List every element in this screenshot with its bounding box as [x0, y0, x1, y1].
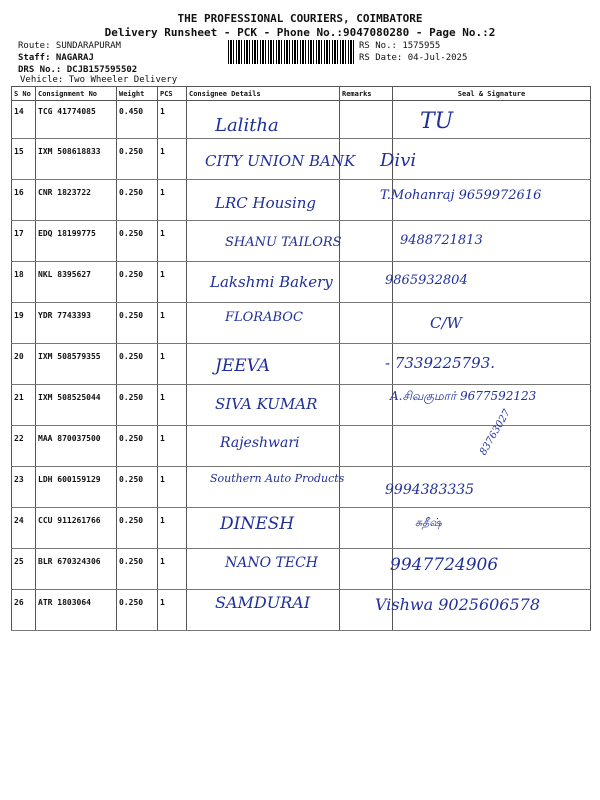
row-consignment-no: CNR 1823722	[36, 180, 117, 221]
signature-handwriting: A.சிவகுமார் 9677592123	[390, 388, 537, 403]
row-weight: 0.250	[117, 139, 158, 180]
row-sno: 21	[12, 385, 36, 426]
table-row	[12, 426, 591, 467]
staff-label: Staff: NAGARAJ	[18, 53, 94, 63]
consignee-handwriting: SHANU TAILORS	[225, 234, 342, 250]
row-sno: 15	[12, 139, 36, 180]
row-remarks-cell	[340, 303, 393, 344]
consignee-handwriting: Lalitha	[215, 115, 279, 136]
row-weight: 0.250	[117, 221, 158, 262]
rs-date: RS Date: 04-Jul-2025	[359, 53, 468, 63]
row-sno: 20	[12, 344, 36, 385]
consignee-handwriting: SIVA KUMAR	[215, 394, 318, 413]
signature-handwriting: - 7339225793.	[385, 354, 496, 372]
runsheet-subtitle: Delivery Runsheet - PCK - Phone No.:9047080280 - Page No.:2	[104, 26, 496, 39]
consignee-handwriting: NANO TECH	[225, 554, 319, 571]
row-weight: 0.250	[117, 344, 158, 385]
row-sno: 26	[12, 590, 36, 631]
row-pcs: 1	[158, 221, 187, 262]
row-pcs: 1	[158, 508, 187, 549]
row-weight: 0.250	[117, 590, 158, 631]
company-title: THE PROFESSIONAL COURIERS, COIMBATORE	[177, 12, 423, 25]
row-pcs: 1	[158, 549, 187, 590]
row-pcs: 1	[158, 590, 187, 631]
row-weight: 0.250	[117, 262, 158, 303]
row-pcs: 1	[158, 262, 187, 303]
row-weight: 0.450	[117, 101, 158, 139]
row-weight: 0.250	[117, 385, 158, 426]
row-sno: 17	[12, 221, 36, 262]
row-sno: 16	[12, 180, 36, 221]
row-consignment-no: MAA 870037500	[36, 426, 117, 467]
row-sno: 18	[12, 262, 36, 303]
row-pcs: 1	[158, 180, 187, 221]
row-weight: 0.250	[117, 303, 158, 344]
vehicle-label: Vehicle: Two Wheeler Delivery	[20, 75, 178, 85]
row-pcs: 1	[158, 303, 187, 344]
signature-handwriting: Vishwa 9025606578	[375, 595, 541, 614]
signature-handwriting: 9865932804	[385, 273, 468, 288]
col-consignee: Consignee Details	[187, 87, 340, 101]
row-pcs: 1	[158, 344, 187, 385]
col-seal-signature: Seal & Signature	[393, 87, 591, 101]
row-pcs: 1	[158, 426, 187, 467]
consignee-handwriting: Southern Auto Products	[210, 471, 345, 485]
col-pcs: PCS	[158, 87, 187, 101]
row-weight: 0.250	[117, 426, 158, 467]
row-consignment-no: NKL 8395627	[36, 262, 117, 303]
row-weight: 0.250	[117, 180, 158, 221]
consignee-handwriting: Rajeshwari	[220, 435, 300, 451]
row-sno: 22	[12, 426, 36, 467]
signature-handwriting: TU	[420, 109, 454, 134]
row-seal-cell	[393, 303, 591, 344]
consignee-handwriting: DINESH	[220, 514, 295, 534]
row-remarks-cell	[340, 508, 393, 549]
signature-handwriting: சுதீஷ்	[415, 516, 442, 529]
table-row	[12, 508, 591, 549]
signature-handwriting: 9947724906	[390, 554, 499, 575]
row-consignment-no: EDQ 18199775	[36, 221, 117, 262]
row-consignment-no: YDR 7743393	[36, 303, 117, 344]
signature-handwriting: Divi	[380, 149, 417, 171]
row-remarks-cell	[340, 101, 393, 139]
row-pcs: 1	[158, 139, 187, 180]
row-sno: 25	[12, 549, 36, 590]
col-consignment: Consignment No	[36, 87, 117, 101]
route-label: Route: SUNDARAPURAM	[18, 41, 121, 51]
row-sno: 19	[12, 303, 36, 344]
consignee-handwriting: CITY UNION BANK	[205, 151, 356, 170]
row-weight: 0.250	[117, 467, 158, 508]
row-consignment-no: TCG 41774085	[36, 101, 117, 139]
signature-handwriting: T.Mohanraj 9659972616	[380, 188, 542, 203]
consignee-handwriting: LRC Housing	[215, 194, 317, 212]
row-sno: 14	[12, 101, 36, 139]
row-consignment-no: LDH 600159129	[36, 467, 117, 508]
row-weight: 0.250	[117, 508, 158, 549]
rs-number: RS No.: 1575955	[359, 41, 441, 51]
row-consignment-no: IXM 508525044	[36, 385, 117, 426]
row-remarks-cell	[340, 385, 393, 426]
table-header-row	[12, 87, 591, 101]
drs-number: DRS No.: DCJB157595502	[18, 65, 138, 75]
signature-handwriting: C/W	[430, 313, 462, 332]
consignee-handwriting: SAMDURAI	[215, 593, 311, 612]
signature-handwriting: 9488721813	[400, 232, 483, 248]
row-sno: 24	[12, 508, 36, 549]
row-remarks-cell	[340, 549, 393, 590]
row-seal-cell	[393, 139, 591, 180]
consignee-handwriting: Lakshmi Bakery	[210, 273, 333, 291]
table-row	[12, 344, 591, 385]
row-consignment-no: IXM 508618833	[36, 139, 117, 180]
col-sno: S No	[12, 87, 36, 101]
row-remarks-cell	[340, 221, 393, 262]
row-consignment-no: BLR 670324306	[36, 549, 117, 590]
row-remarks-cell	[340, 426, 393, 467]
signature-handwriting: 83763027	[477, 407, 513, 458]
row-sno: 23	[12, 467, 36, 508]
col-remarks: Remarks	[340, 87, 393, 101]
signature-handwriting: 9994383335	[385, 481, 475, 498]
row-pcs: 1	[158, 385, 187, 426]
row-consignment-no: ATR 1803064	[36, 590, 117, 631]
consignee-handwriting: FLORABOC	[225, 309, 303, 325]
col-weight: Weight	[117, 87, 158, 101]
row-consignment-no: IXM 508579355	[36, 344, 117, 385]
row-weight: 0.250	[117, 549, 158, 590]
row-consignment-no: CCU 911261766	[36, 508, 117, 549]
consignee-handwriting: JEEVA	[215, 356, 271, 376]
row-pcs: 1	[158, 467, 187, 508]
row-pcs: 1	[158, 101, 187, 139]
barcode	[228, 40, 354, 64]
table-row	[12, 101, 591, 139]
